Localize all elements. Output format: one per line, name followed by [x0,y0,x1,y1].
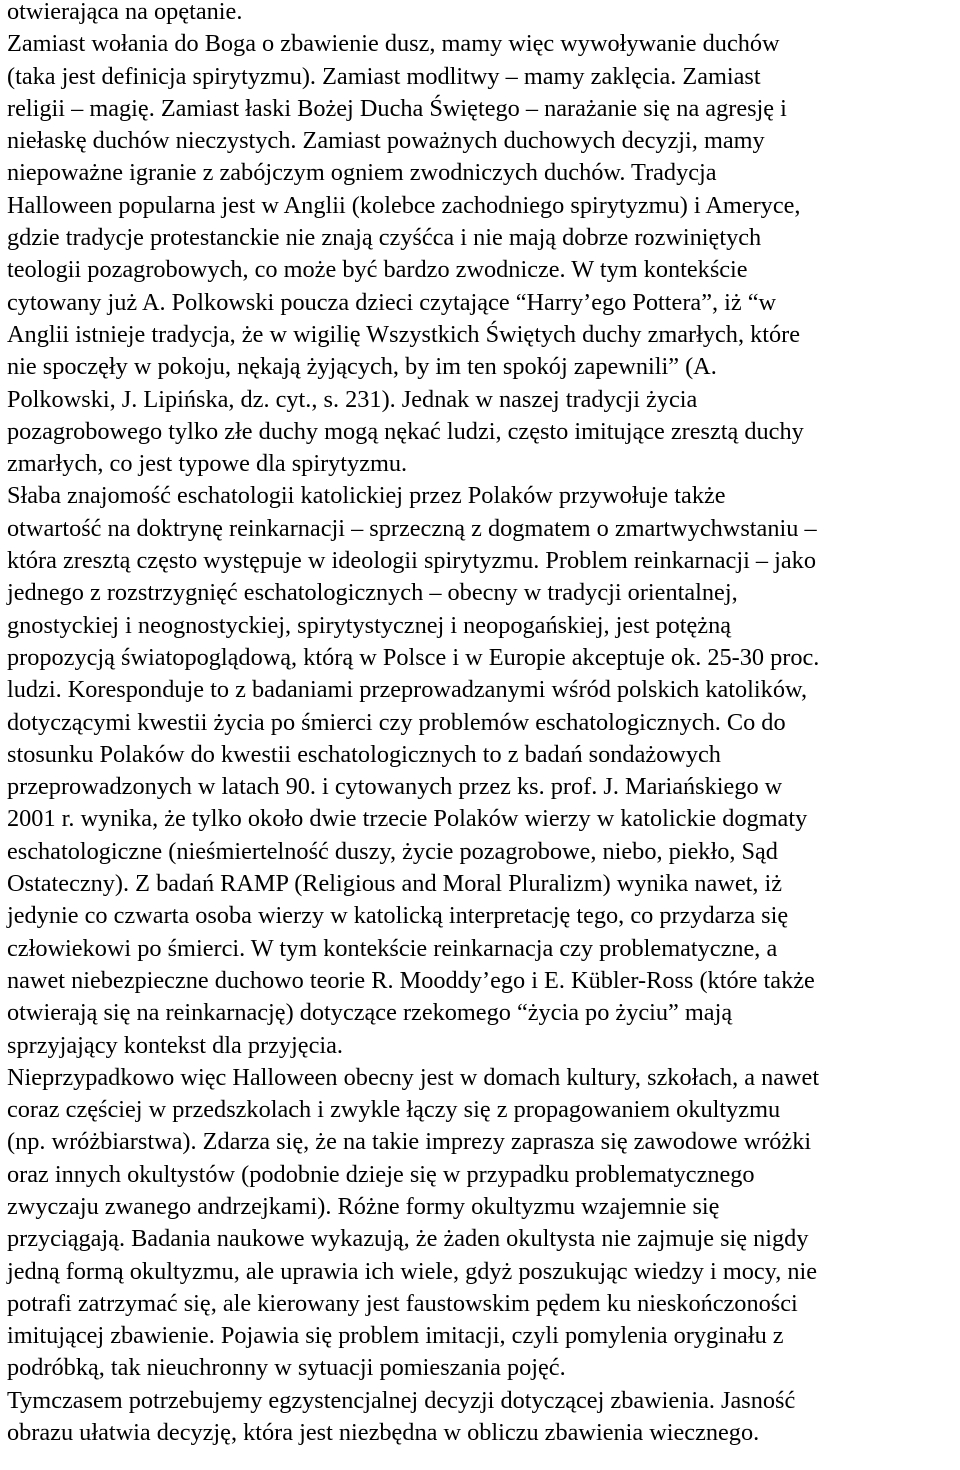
text-line: Zamiast wołania do Boga o zbawienie dusz, mamy więc wywoływanie duchów [7,30,780,58]
text-line: propozycją światopoglądową, którą w Polsce i w Europie akceptuje ok. 25-30 proc. [7,643,820,671]
text-line: Tymczasem potrzebujemy egzystencjalnej decyzji dotyczącej zbawienia. Jasność [7,1386,796,1414]
text-line: podróbką, tak nieuchronny w sytuacji pomieszania pojęć. [7,1354,566,1382]
text-line: zwyczaju zwanego andrzejkami). Różne formy okultyzmu wzajemnie się [7,1192,720,1220]
text-line: niepoważne igranie z zabójczym ogniem zwodniczych duchów. Tradycja [7,159,717,187]
text-line: pozagrobowego tylko złe duchy mogą nękać ludzi, często imitujące zresztą duchy [7,417,804,445]
text-line: coraz częściej w przedszkolach i zwykle łączy się z propagowaniem okultyzmu [7,1096,781,1124]
text-line: zmarłych, co jest typowe dla spirytyzmu. [7,450,408,478]
text-line: przeprowadzonych w latach 90. i cytowanych przez ks. prof. J. Mariańskiego w [7,773,783,801]
text-line: 2001 r. wynika, że tylko około dwie trzecie Polaków wierzy w katolickie dogmaty [7,805,808,833]
text-line: (np. wróżbiarstwa). Zdarza się, że na takie imprezy zaprasza się zawodowe wróżki [7,1128,812,1156]
paragraph-3 [7,1062,948,1385]
text-line: cytowany już A. Polkowski poucza dzieci czytające “Harry’ego Pottera”, iż “w [7,288,777,316]
text-line: człowiekowi po śmierci. W tym kontekście reinkarnacja czy problematyczne, a [7,934,778,962]
text-line: potrafi zatrzymać się, ale kierowany jest faustowskim pędem ku nieskończoności [7,1289,798,1317]
text-line: jednego z rozstrzygnięć eschatologicznych – obecny w tradycji orientalnej, [7,579,738,607]
text-line: stosunku Polaków do kwestii eschatologicznych to z badań sondażowych [7,740,721,768]
text-line: ludzi. Koresponduje to z badaniami przeprowadzanymi wśród polskich katolików, [7,676,808,704]
text-line: gdzie tradycje protestanckie nie znają czyśćca i nie mają dobrze rozwiniętych [7,224,762,252]
text-line: obrazu ułatwia decyzję, która jest niezbędna w obliczu zbawienia wiecznego. [7,1419,760,1447]
text-line: Halloween popularna jest w Anglii (kolebce zachodniego spirytyzmu) i Ameryce, [7,191,801,219]
text-line: (taka jest definicja spirytyzmu). Zamiast modlitwy – mamy zaklęcia. Zamiast [7,62,761,90]
text-line: otwartość na doktrynę reinkarnacji – sprzeczną z dogmatem o zmartwychwstaniu – [7,514,817,542]
text-line: nawet niebezpieczne duchowo teorie R. Mooddy’ego i E. Kübler-Ross (które także [7,966,815,994]
text-line: sprzyjający kontekst dla przyjęcia. [7,1031,343,1059]
text-line: Ostateczny). Z badań RAMP (Religious and Moral Pluralizm) wynika nawet, iż [7,870,783,898]
text-line: jedną formą okultyzmu, ale uprawia ich wiele, gdyż poszukując wiedzy i mocy, nie [7,1257,818,1285]
text-line: niełaskę duchów nieczystych. Zamiast poważnych duchowych decyzji, mamy [7,127,765,155]
text-line: przyciągają. Badania naukowe wykazują, że żaden okultysta nie zajmuje się nigdy [7,1225,809,1253]
text-line: imitującej zbawienie. Pojawia się problem imitacji, czyli pomylenia oryginału z [7,1322,784,1350]
text-line: oraz innych okultystów (podobnie dzieje się w przypadku problematycznego [7,1160,755,1188]
text-line: jedynie co czwarta osoba wierzy w katolicką interpretację tego, co przydarza się [7,902,789,930]
text-line: Anglii istnieje tradycja, że w wigilię Wszystkich Świętych duchy zmarłych, które [7,320,801,348]
paragraph-2 [7,480,948,1061]
paragraph-1 [7,0,948,480]
text-line: otwierająca na opętanie. [7,0,243,25]
text-line: otwierają się na reinkarnację) dotyczące rzekomego “życia po życiu” mają [7,999,733,1027]
text-line: nie spoczęły w pokoju, nękają żyjących, by im ten spokój zapewnili” (A. [7,353,717,381]
text-line: teologii pozagrobowych, co może być bardzo zwodnicze. W tym kontekście [7,256,748,284]
text-line: Nieprzypadkowo więc Halloween obecny jest w domach kultury, szkołach, a nawet [7,1063,820,1091]
text-line: która zresztą często występuje w ideologii spirytyzmu. Problem reinkarnacji – jako [7,547,816,575]
text-line: dotyczącymi kwestii życia po śmierci czy problemów eschatologicznych. Co do [7,708,786,736]
paragraph-4 [7,1385,948,1450]
text-line: Polkowski, J. Lipińska, dz. cyt., s. 231). Jednak w naszej tradycji życia [7,385,698,413]
text-line: eschatologiczne (nieśmiertelność duszy, życie pozagrobowe, niebo, piekło, Sąd [7,837,778,865]
text-line: religii – magię. Zamiast łaski Bożej Ducha Świętego – narażanie się na agresję i [7,94,787,122]
text-line: Słaba znajomość eschatologii katolickiej przez Polaków przywołuje także [7,482,726,510]
text-line: gnostyckiej i neognostyckiej, spirytystycznej i neopogańskiej, jest potężną [7,611,732,639]
